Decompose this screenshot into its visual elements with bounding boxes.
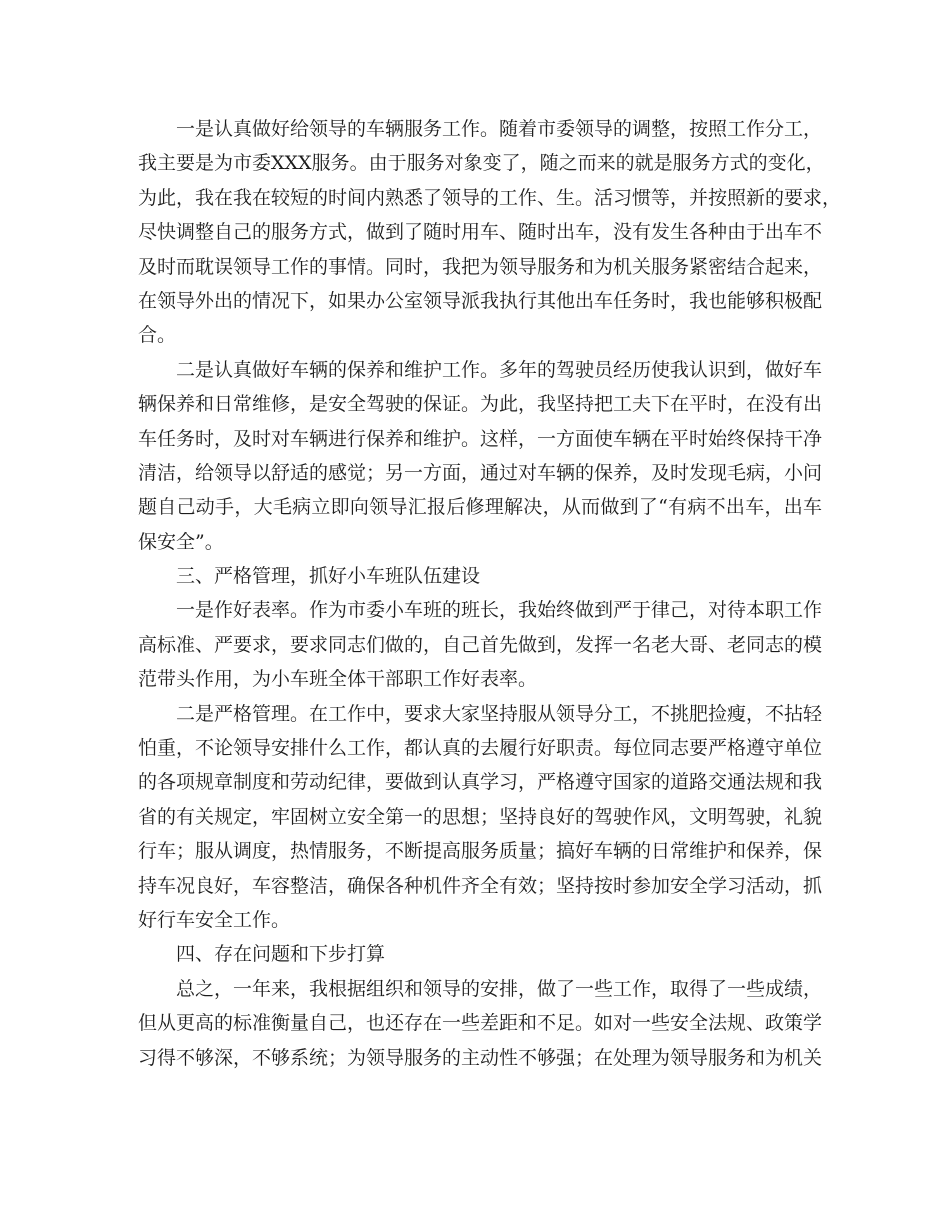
text-line: 三、严格管理，抓好小车班队伍建设 <box>176 565 481 588</box>
text-line: 的各项规章制度和劳动纪律，要做到认真学习，严格遵守国家的道路交通法规和我 <box>138 771 823 794</box>
text-line: 总之，一年来，我根据组织和领导的安排，做了一些工作，取得了一些成绩， <box>176 977 823 1000</box>
text-line: 行车；服从调度，热情服务，不断提高服务质量；搞好车辆的日常维护和保养，保 <box>138 840 823 863</box>
text-line: 高标准、严要求，要求同志们做的，自己首先做到，发挥一名老大哥、老同志的模 <box>138 633 823 656</box>
text-line: 尽快调整自己的服务方式，做到了随时用车、随时出车，没有发生各种由于出车不 <box>138 221 823 244</box>
text-line: 在领导外出的情况下，如果办公室领导派我执行其他出车任务时，我也能够积极配 <box>138 289 823 312</box>
text-line: 辆保养和日常维修，是安全驾驶的保证。为此，我坚持把工夫下在平时，在没有出 <box>138 393 823 416</box>
text-line: 但从更高的标准衡量自己，也还存在一些差距和不足。如对一些安全法规、政策学 <box>138 1012 823 1035</box>
text-line: 范带头作用，为小车班全体干部职工作好表率。 <box>138 668 538 691</box>
text-line: 二是认真做好车辆的保养和维护工作。多年的驾驶员经历使我认识到，做好车 <box>176 358 823 381</box>
text-line: 合。 <box>138 324 177 347</box>
text-line: 及时而耽误领导工作的事情。同时，我把为领导服务和为机关服务紧密结合起来， <box>138 255 823 278</box>
text-line: 为此，我在我在较短的时间内熟悉了领导的工作、生。活习惯等，并按照新的要求， <box>138 186 842 209</box>
text-line: 持车况良好，车容整洁，确保各种机件齐全有效；坚持按时参加安全学习活动，抓 <box>138 874 823 897</box>
text-line: 省的有关规定，牢固树立安全第一的思想；坚持良好的驾驶作风，文明驾驶，礼貌 <box>138 805 823 828</box>
text-line: 车任务时，及时对车辆进行保养和维护。这样，一方面使车辆在平时始终保持干净 <box>138 427 823 450</box>
text-line: 我主要是为市委XXX服务。由于服务对象变了，随之而来的就是服务方式的变化， <box>138 152 825 175</box>
text-line: 怕重，不论领导安排什么工作，都认真的去履行好职责。每位同志要严格遵守单位 <box>138 737 823 760</box>
text-line: 清洁，给领导以舒适的感觉；另一方面，通过对车辆的保养，及时发现毛病，小问 <box>138 461 823 484</box>
text-line: 二是严格管理。在工作中，要求大家坚持服从领导分工，不挑肥捡瘦，不拈轻 <box>176 702 823 725</box>
text-line: 题自己动手，大毛病立即向领导汇报后修理解决，从而做到了“有病不出车，出车 <box>138 496 822 519</box>
text-line: 好行车安全工作。 <box>138 908 291 931</box>
text-line: 四、存在问题和下步打算 <box>176 943 386 966</box>
text-line: 保安全”。 <box>138 530 224 553</box>
document-body <box>138 112 842 1075</box>
text-line: 一是认真做好给领导的车辆服务工作。随着市委领导的调整，按照工作分工， <box>176 118 823 140</box>
text-line: 一是作好表率。作为市委小车班的班长，我始终做到严于律己，对待本职工作 <box>176 599 823 622</box>
text-line: 习得不够深，不够系统；为领导服务的主动性不够强；在处理为领导服务和为机关 <box>138 1046 823 1069</box>
